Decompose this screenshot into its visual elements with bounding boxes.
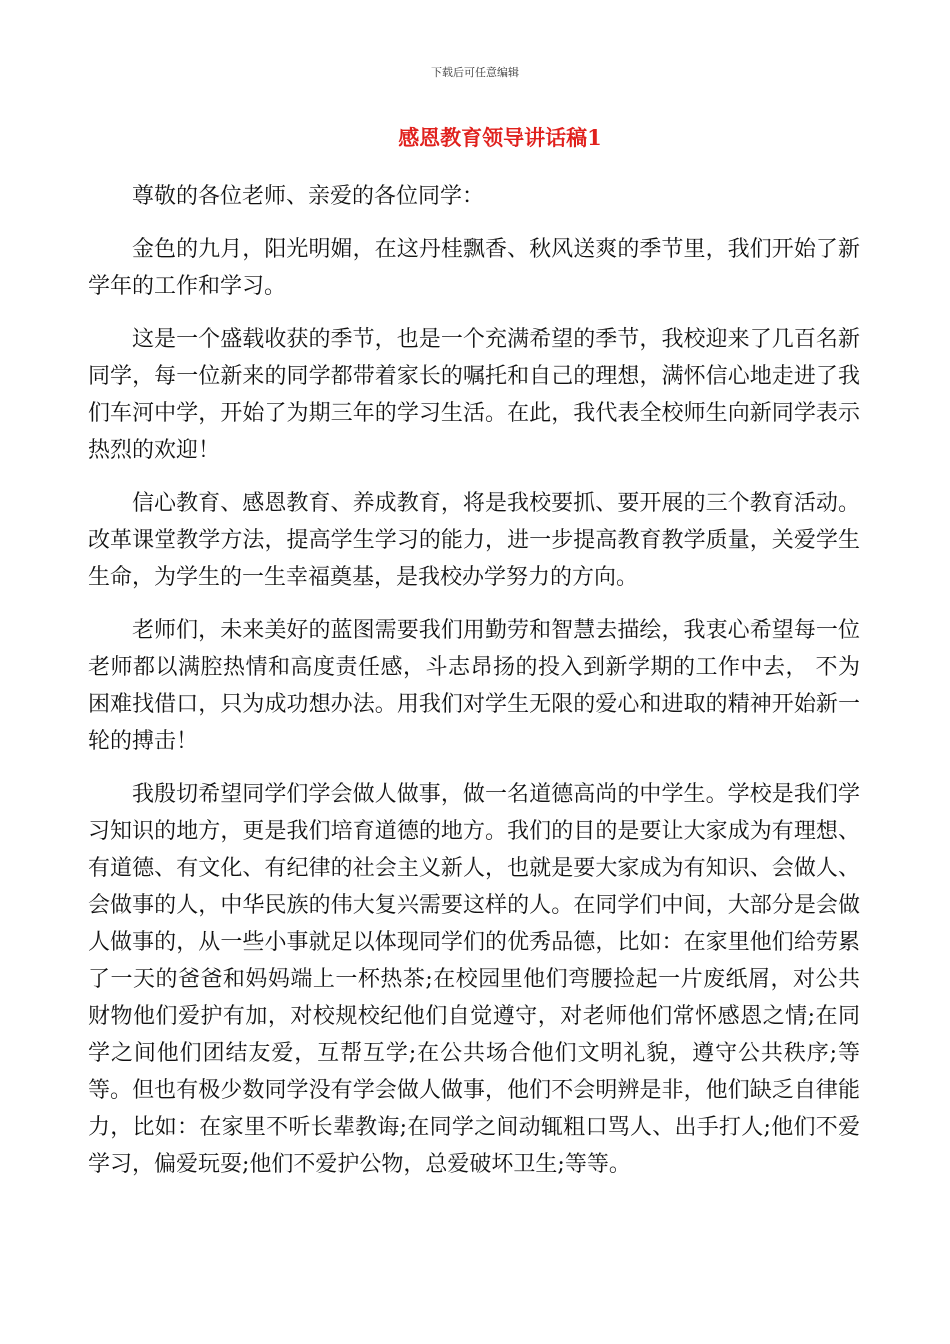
body-paragraph-5: 我殷切希望同学们学会做人做事，做一名道德高尚的中学生。学校是我们学习知识的地方，更是我们培育道德的地方。我们的目的是要让大家成为有理想、有道德、有文化、有纪律的社会主义新人，也就是要大家成为有知识、会做人、会做事的人，中华民族的伟大复兴需要这样的人。在同学们中间，大部分是会做人做事的，从一些小事就足以体现同学们的优秀品德，比如：在家里他们给劳累了一天的爸爸和妈妈端上一杯热茶;在校园里他们弯腰捡起一片废纸屑，对公共财物他们爱护有加，对校规校纪他们自觉遵守，对老师他们常怀感恩之情;在同学之间他们团结友爱，互帮互学;在公共场合他们文明礼貌，遵守公共秩序;等等。但也有极少数同学没有学会做人做事，他们不会明辨是非，他们缺乏自律能力，比如：在家里不听长辈教诲;在同学之间动辄粗口骂人、出手打人;他们不爱学习，偏爱玩耍;他们不爱护公物，总爱破坏卫生;等等。 bbox=[88, 782, 860, 1177]
body-paragraph-4: 老师们，未来美好的蓝图需要我们用勤劳和智慧去描绘，我衷心希望每一位老师都以满腔热情和高度责任感，斗志昂扬的投入到新学期的工作中去， 不为困难找借口，只为成功想办法。用我们对学生无限的爱心和进取的精神开始新一轮的搏击！ bbox=[88, 618, 860, 754]
header-note: 下载后可任意编辑 bbox=[431, 66, 519, 79]
document-title: 感恩教育领导讲话稿1 bbox=[398, 125, 602, 150]
document-body bbox=[88, 178, 860, 1199]
body-paragraph-1: 金色的九月，阳光明媚，在这丹桂飘香、秋风送爽的季节里，我们开始了新学年的工作和学习。 bbox=[88, 237, 860, 299]
body-paragraph-3: 信心教育、感恩教育、养成教育，将是我校要抓、要开展的三个教育活动。改革课堂教学方法，提高学生学习的能力，进一步提高教育教学质量，关爱学生生命，为学生的一生幸福奠基，是我校办学努力的方向。 bbox=[88, 491, 860, 590]
salutation-paragraph: 尊敬的各位老师、亲爱的各位同学： bbox=[132, 184, 485, 209]
body-paragraph-2: 这是一个盛载收获的季节，也是一个充满希望的季节，我校迎来了几百名新同学，每一位新来的同学都带着家长的嘱托和自己的理想，满怀信心地走进了我们车河中学，开始了为期三年的学习生活。在此，我代表全校师生向新同学表示热烈的欢迎！ bbox=[88, 327, 860, 463]
